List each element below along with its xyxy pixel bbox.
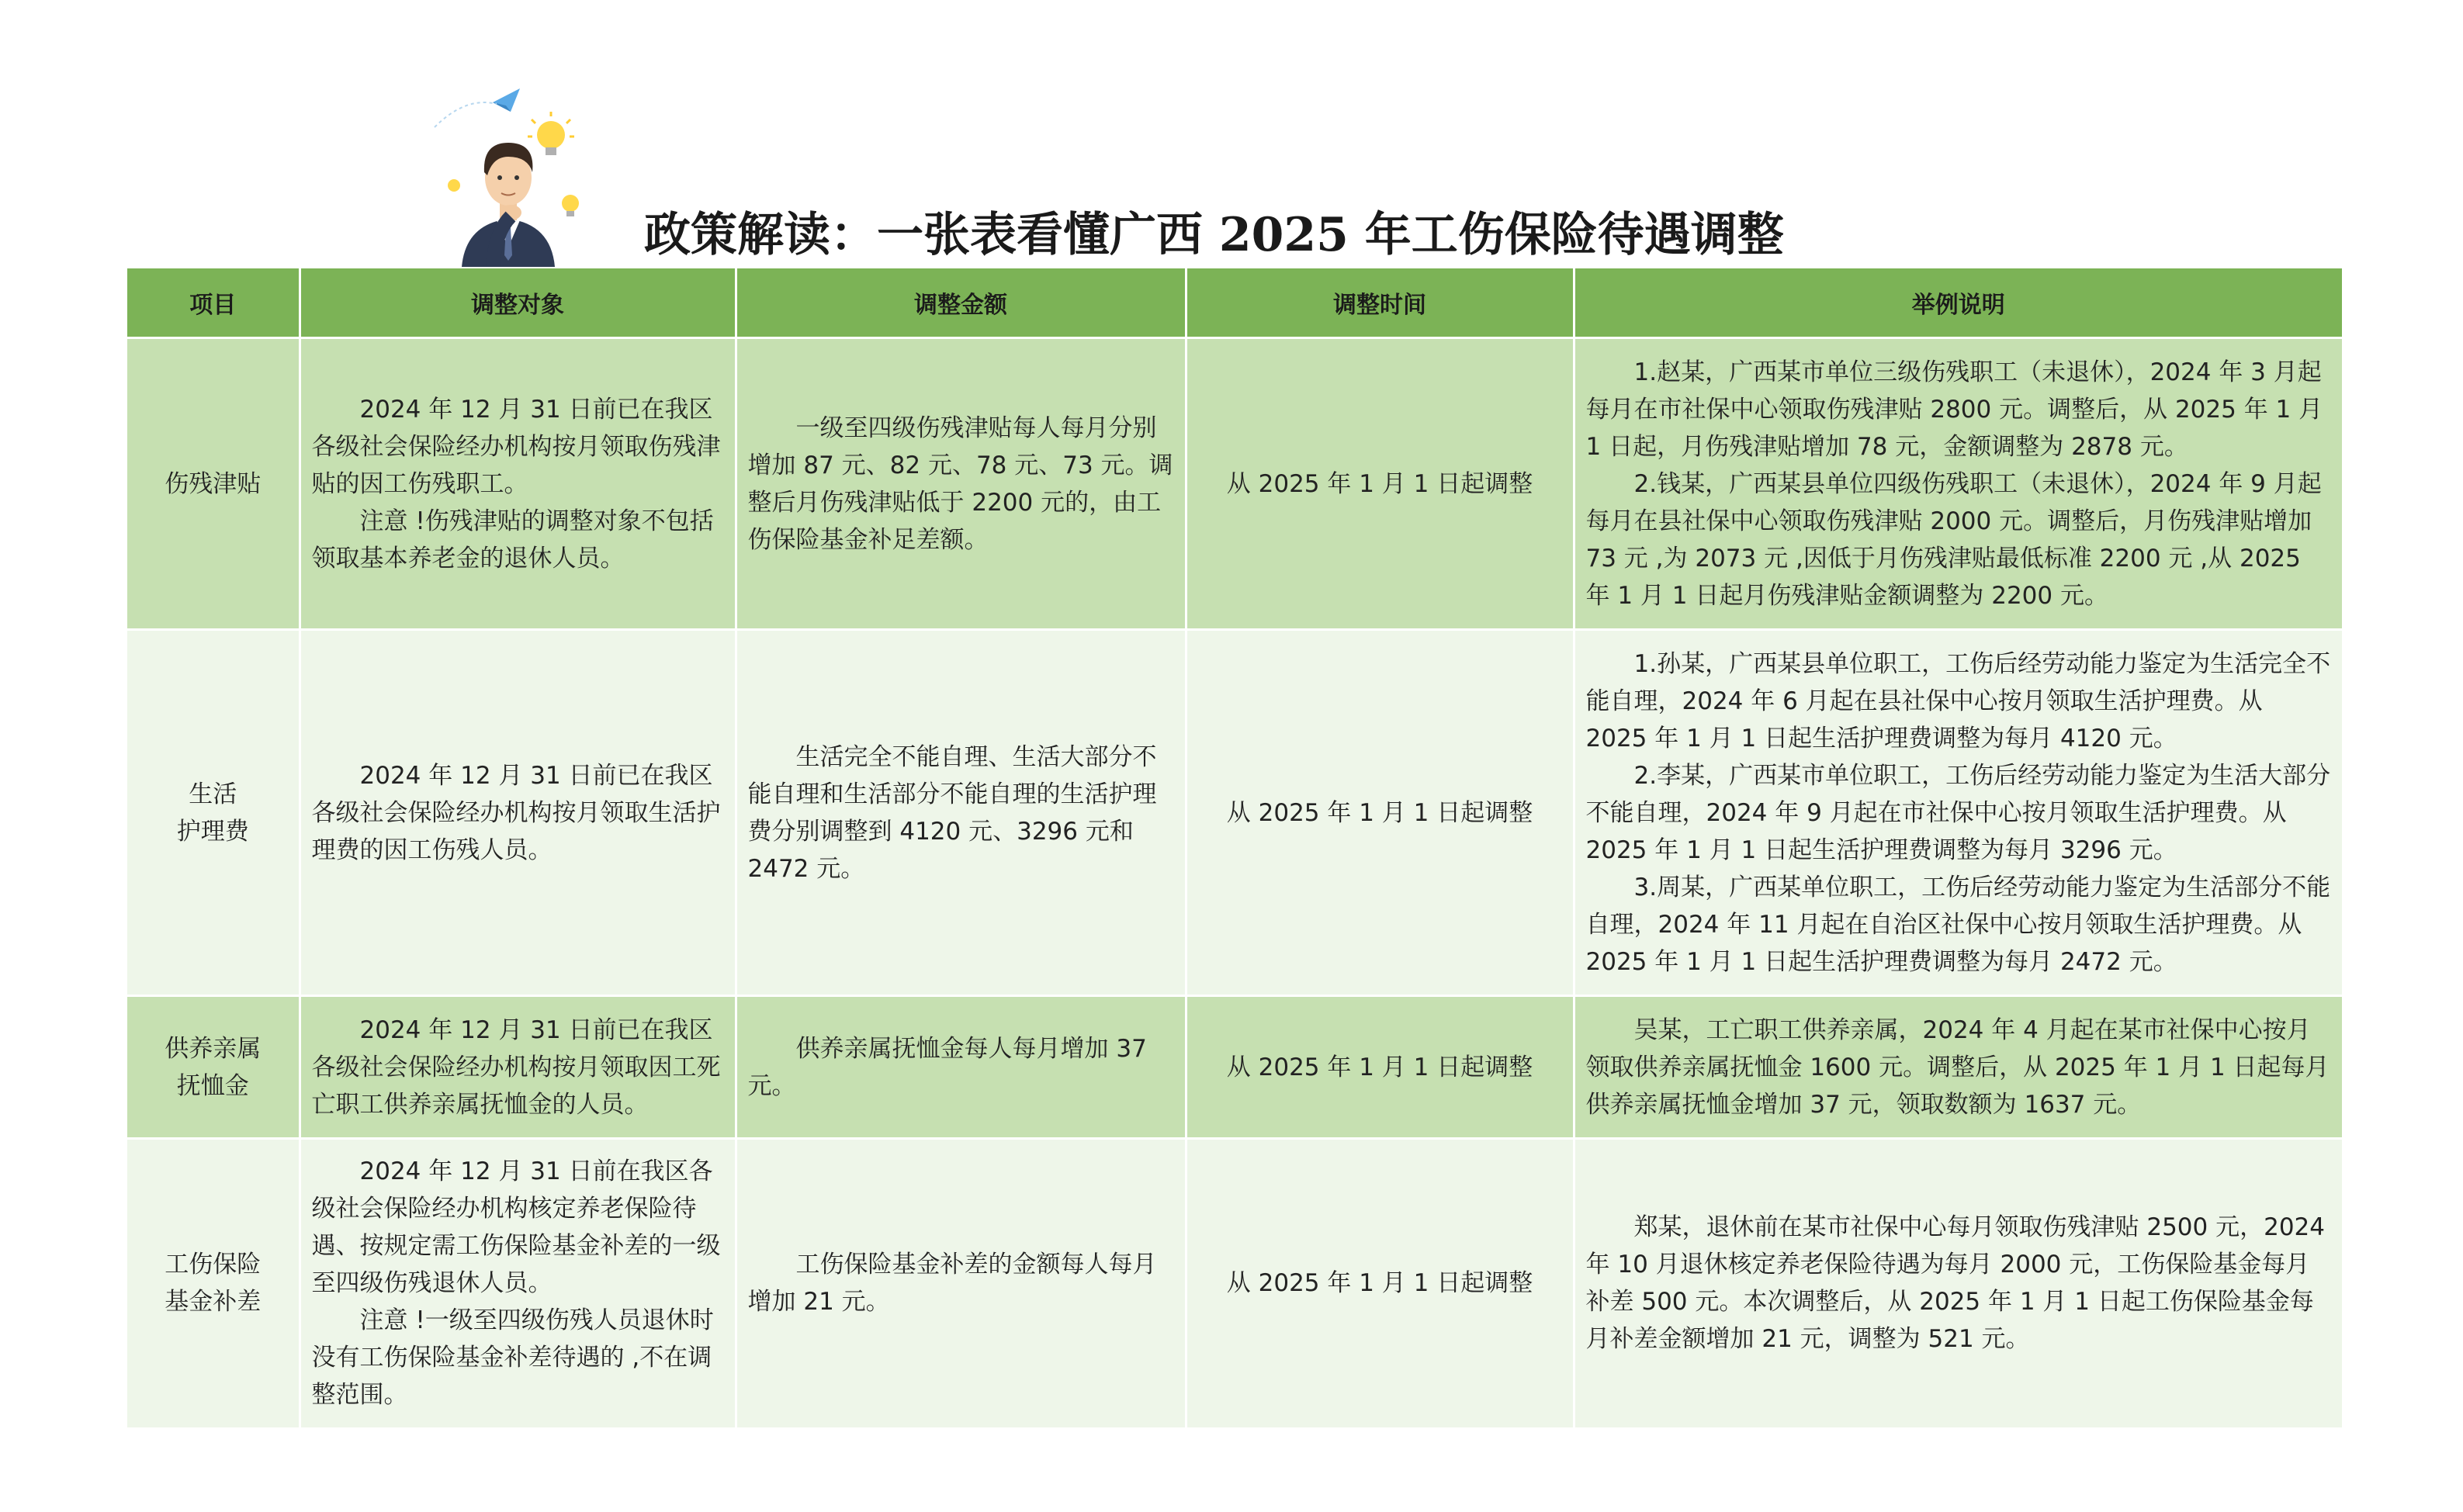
item-label: 工伤保险 — [165, 1251, 262, 1279]
page-title: 政策解读：一张表看懂广西 2025 年工伤保险待遇调整 — [644, 208, 1784, 262]
target-text: 2024 年 12 月 31 日前已在我区各级社会保险经办机构按月领取伤残津贴的因工伤残职工。 — [311, 395, 721, 498]
row-time-cell: 从 2025 年 1 月 1 日起调整 — [1186, 996, 1574, 1139]
row-target-cell — [300, 996, 736, 1139]
target-text: 2024 年 12 月 31 日前在我区各级社会保险经办机构核定养老保险待遇、按规定需工伤保险基金补差的一级至四级伤残退休人员。 — [311, 1157, 721, 1298]
table-row — [127, 338, 2342, 630]
table-row — [127, 630, 2342, 996]
amount-text: 供养亲属抚恤金每人每月增加 37 元。 — [747, 1034, 1147, 1100]
table-row — [127, 1139, 2342, 1427]
table-row — [127, 996, 2342, 1139]
row-example-cell — [1574, 338, 2342, 630]
row-target-cell — [300, 338, 736, 630]
example-text: 郑某，退休前在某市社保中心每月领取伤残津贴 2500 元，2024 年 10 月退休核定养老保险待遇为每月 2000 元，工伤保险基金每月补差 500 元。本次调整后，从 2025 年 1 月 1 日起工伤保险基金每月补差金额增加 21 元，调整为 521 元。 — [1585, 1213, 2325, 1354]
example-text: 3.周某，广西某单位职工，工伤后经劳动能力鉴定为生活部分不能自理，2024 年 11 月起在自治区社保中心按月领取生活护理费。从 2025 年 1 月 1 日起生活护理费调整为每月 2472 元。 — [1585, 873, 2331, 976]
row-time-cell: 从 2025 年 1 月 1 日起调整 — [1186, 338, 1574, 630]
target-note: 注意 !一级至四级伤残人员退休时没有工伤保险基金补差待遇的 ,不在调整范围。 — [311, 1306, 714, 1410]
row-amount-cell — [736, 338, 1186, 630]
thinking-man-with-lightbulbs-icon — [419, 81, 598, 267]
example-text: 1.赵某，广西某市单位三级伤残职工（未退休），2024 年 3 月起每月在市社保中心领取伤残津贴 2800 元。调整后，从 2025 年 1 月 1 日起，月伤残津贴增加 78 元，金额调整为 2878 元。 — [1585, 358, 2323, 461]
target-text: 2024 年 12 月 31 日前已在我区各级社会保险经办机构按月领取生活护理费的因工伤残人员。 — [311, 761, 721, 864]
header-item: 项目 — [127, 268, 300, 338]
row-time-cell: 从 2025 年 1 月 1 日起调整 — [1186, 630, 1574, 996]
row-time-cell: 从 2025 年 1 月 1 日起调整 — [1186, 1139, 1574, 1427]
item-label: 抚恤金 — [176, 1071, 249, 1100]
target-note: 注意 !伤残津贴的调整对象不包括领取基本养老金的退休人员。 — [311, 507, 714, 573]
row-item-cell — [127, 338, 300, 630]
amount-text: 生活完全不能自理、生活大部分不能自理和生活部分不能自理的生活护理费分别调整到 4120 元、3296 元和 2472 元。 — [747, 742, 1157, 883]
row-target-cell — [300, 630, 736, 996]
header-example: 举例说明 — [1574, 268, 2342, 338]
header-amount: 调整金额 — [736, 268, 1186, 338]
example-text: 2.李某，广西某市单位职工，工伤后经劳动能力鉴定为生活大部分不能自理，2024 年 9 月起在市社保中心按月领取生活护理费。从 2025 年 1 月 1 日起生活护理费调整为每月 3296 元。 — [1585, 761, 2331, 864]
example-text: 吴某，工亡职工供养亲属，2024 年 4 月起在某市社保中心按月领取供养亲属抚恤金 1600 元。调整后，从 2025 年 1 月 1 日起每月供养亲属抚恤金增加 37 元，领取数额为 1637 元。 — [1585, 1015, 2330, 1119]
table-header-row — [127, 268, 2342, 338]
row-amount-cell — [736, 1139, 1186, 1427]
row-target-cell — [300, 1139, 736, 1427]
row-item-cell — [127, 1139, 300, 1427]
row-amount-cell — [736, 996, 1186, 1139]
item-label: 伤残津贴 — [165, 469, 262, 498]
item-label: 生活 — [189, 780, 237, 808]
policy-table — [127, 268, 2342, 1427]
item-label: 护理费 — [176, 817, 249, 846]
amount-text: 一级至四级伤残津贴每人每月分别增加 87 元、82 元、78 元、73 元。调整后月伤残津贴低于 2200 元的，由工伤保险基金补足差额。 — [747, 413, 1173, 554]
row-example-cell — [1574, 1139, 2342, 1427]
row-example-cell — [1574, 630, 2342, 996]
row-example-cell — [1574, 996, 2342, 1139]
item-label: 基金补差 — [165, 1288, 262, 1317]
header-time: 调整时间 — [1186, 268, 1574, 338]
amount-text: 工伤保险基金补差的金额每人每月增加 21 元。 — [747, 1251, 1157, 1317]
item-label: 供养亲属 — [165, 1034, 262, 1063]
row-amount-cell — [736, 630, 1186, 996]
row-item-cell — [127, 996, 300, 1139]
row-item-cell — [127, 630, 300, 996]
header-target: 调整对象 — [300, 268, 736, 338]
example-text: 1.孙某，广西某县单位职工，工伤后经劳动能力鉴定为生活完全不能自理，2024 年 6 月起在县社保中心按月领取生活护理费。从 2025 年 1 月 1 日起生活护理费调整为每月 4120 元。 — [1585, 649, 2331, 753]
example-text: 2.钱某，广西某县单位四级伤残职工（未退休），2024 年 9 月起每月在县社保中心领取伤残津贴 2000 元。调整后，月伤残津贴增加 73 元 ,为 2073 元 ,因低于月伤残津贴最低标准 2200 元 ,从 2025 年 1 月 1 日起月伤残津贴金额调整为 2200 元。 — [1585, 469, 2322, 610]
target-text: 2024 年 12 月 31 日前已在我区各级社会保险经办机构按月领取因工死亡职工供养亲属抚恤金的人员。 — [311, 1015, 721, 1119]
